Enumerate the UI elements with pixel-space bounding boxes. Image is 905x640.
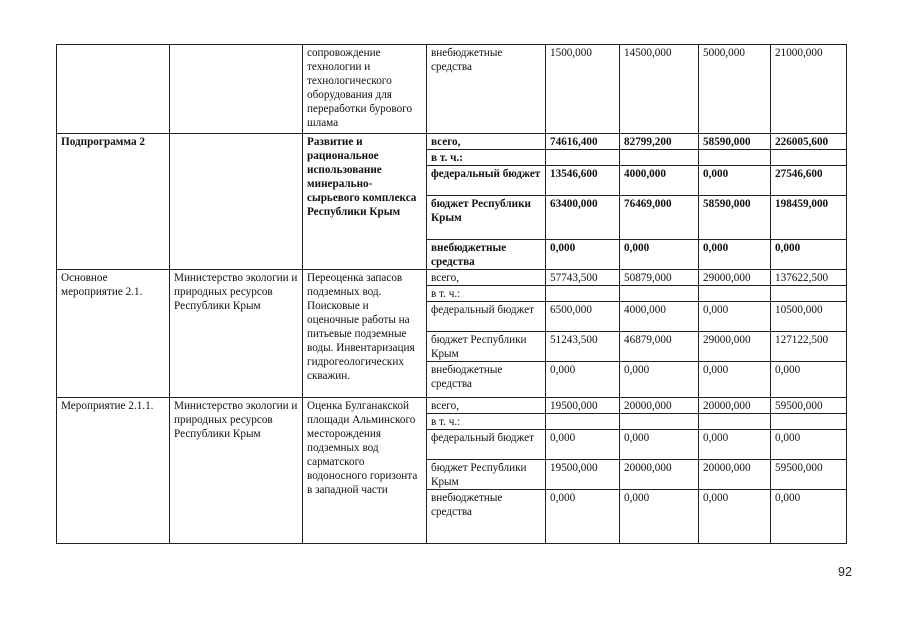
value-cell: 0,000 [620,490,699,544]
funding-source-cell: внебюджетные средства [427,362,546,398]
description-cell: Развитие и рациональное использование минерально-сырьевого комплекса Республики Крым [303,134,427,270]
page-number: 92 [838,565,852,579]
value-cell: 0,000 [699,362,771,398]
funding-source-cell: в т. ч.: [427,150,546,166]
value-cell: 74616,400 [546,134,620,150]
value-cell: 27546,600 [771,166,847,196]
value-cell: 1500,000 [546,45,620,134]
row-name-cell: Мероприятие 2.1.1. [57,398,170,544]
funding-source-cell: в т. ч.: [427,414,546,430]
description-cell: сопровождение технологии и технологического оборудования для переработки бурового шлама [303,45,427,134]
funding-source-cell: всего, [427,270,546,286]
funding-source-cell: внебюджетные средства [427,490,546,544]
funding-source-cell: внебюджетные средства [427,45,546,134]
value-cell: 0,000 [699,166,771,196]
table-row [57,270,847,286]
value-cell: 0,000 [620,362,699,398]
executor-cell [170,134,303,270]
value-cell: 58590,000 [699,134,771,150]
value-cell: 20000,000 [699,398,771,414]
executor-cell: Министерство экологии и природных ресурсов Республики Крым [170,398,303,544]
table-row [57,398,847,414]
value-cell: 0,000 [546,362,620,398]
value-cell [699,286,771,302]
executor-cell: Министерство экологии и природных ресурсов Республики Крым [170,270,303,398]
value-cell: 0,000 [620,430,699,460]
funding-source-cell: всего, [427,398,546,414]
value-cell: 21000,000 [771,45,847,134]
value-cell: 20000,000 [620,398,699,414]
funding-source-cell: федеральный бюджет [427,430,546,460]
value-cell: 0,000 [546,240,620,270]
value-cell: 0,000 [771,490,847,544]
description-cell: Оценка Булганакской площади Альминского месторождения подземных вод сарматского водоносного горизонта в западной части [303,398,427,544]
funding-source-cell: внебюджетные средства [427,240,546,270]
value-cell [620,286,699,302]
value-cell [546,150,620,166]
value-cell: 59500,000 [771,460,847,490]
row-name-cell: Подпрограмма 2 [57,134,170,270]
value-cell [771,286,847,302]
row-name-cell: Основное мероприятие 2.1. [57,270,170,398]
value-cell: 137622,500 [771,270,847,286]
value-cell: 10500,000 [771,302,847,332]
value-cell: 198459,000 [771,196,847,240]
value-cell [620,150,699,166]
value-cell: 50879,000 [620,270,699,286]
funding-source-cell: бюджет Республики Крым [427,332,546,362]
row-name-cell [57,45,170,134]
value-cell: 0,000 [771,430,847,460]
value-cell: 4000,000 [620,166,699,196]
value-cell: 76469,000 [620,196,699,240]
value-cell: 0,000 [546,490,620,544]
value-cell: 0,000 [771,240,847,270]
value-cell: 127122,500 [771,332,847,362]
funding-source-cell: в т. ч.: [427,286,546,302]
value-cell: 0,000 [699,302,771,332]
value-cell: 29000,000 [699,332,771,362]
value-cell: 0,000 [620,240,699,270]
value-cell: 4000,000 [620,302,699,332]
funding-source-cell: федеральный бюджет [427,302,546,332]
value-cell: 5000,000 [699,45,771,134]
value-cell: 0,000 [546,430,620,460]
value-cell [771,414,847,430]
table-row [57,45,847,134]
value-cell: 20000,000 [620,460,699,490]
value-cell: 14500,000 [620,45,699,134]
value-cell: 29000,000 [699,270,771,286]
value-cell: 0,000 [699,430,771,460]
value-cell: 6500,000 [546,302,620,332]
value-cell: 58590,000 [699,196,771,240]
value-cell: 51243,500 [546,332,620,362]
value-cell: 0,000 [699,240,771,270]
funding-source-cell: бюджет Республики Крым [427,196,546,240]
program-funding-table [56,44,847,544]
funding-source-cell: федеральный бюджет [427,166,546,196]
value-cell: 0,000 [699,490,771,544]
funding-source-cell: всего, [427,134,546,150]
executor-cell [170,45,303,134]
value-cell: 82799,200 [620,134,699,150]
table-row [57,134,847,150]
value-cell: 59500,000 [771,398,847,414]
value-cell: 57743,500 [546,270,620,286]
funding-source-cell: бюджет Республики Крым [427,460,546,490]
value-cell: 0,000 [771,362,847,398]
value-cell: 46879,000 [620,332,699,362]
value-cell [546,414,620,430]
value-cell: 63400,000 [546,196,620,240]
value-cell: 19500,000 [546,398,620,414]
value-cell [771,150,847,166]
value-cell [546,286,620,302]
value-cell [620,414,699,430]
value-cell: 13546,600 [546,166,620,196]
value-cell [699,150,771,166]
value-cell [699,414,771,430]
value-cell: 226005,600 [771,134,847,150]
description-cell: Переоценка запасов подземных вод. Поисковые и оценочные работы на питьевые подземные воды. Инвентаризация гидрогеологических скважин. [303,270,427,398]
value-cell: 20000,000 [699,460,771,490]
value-cell: 19500,000 [546,460,620,490]
